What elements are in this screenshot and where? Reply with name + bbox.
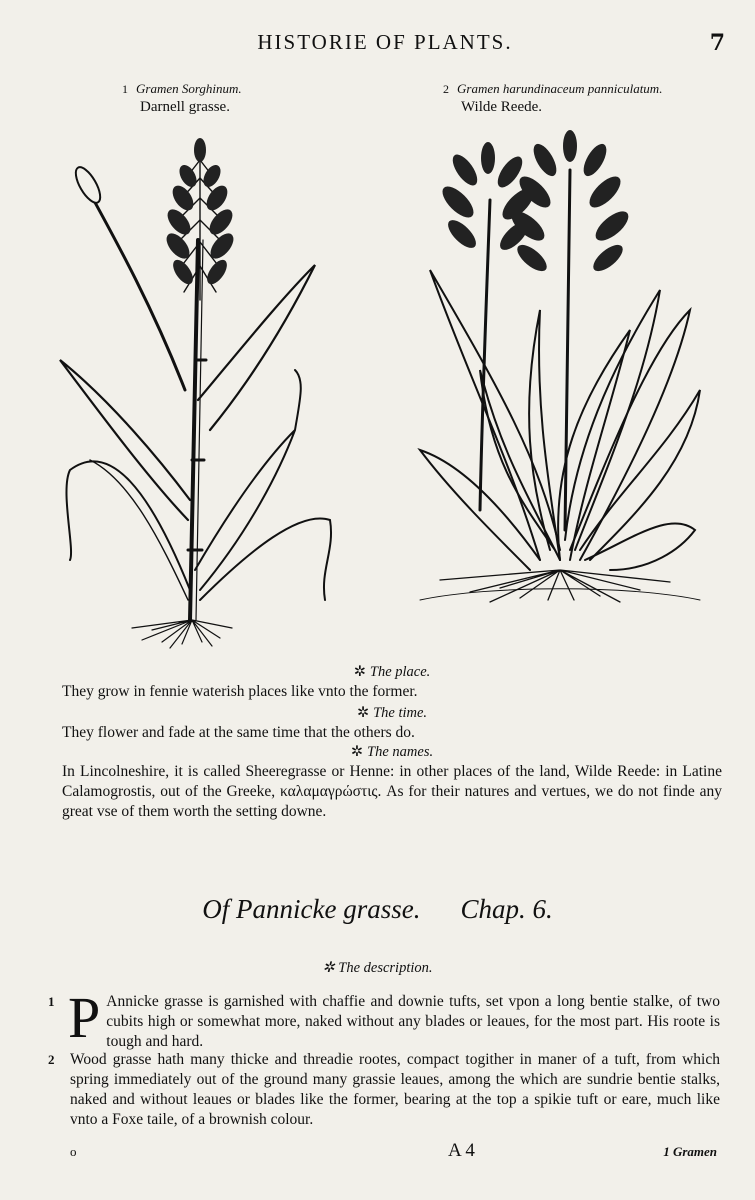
- section-names: [62, 742, 722, 822]
- figure-1-english-name: Darnell grasse.: [140, 99, 230, 115]
- section-names-text: In Lincolneshire, it is called Sheeregrasse or Henne: in other places of the land, Wilde Reede: in Latine Calamogrostis, out of the Greeke, καλαμαγρώστις. As for their natures and vertues, we do not finde any great vse of them worth the setting downe.: [62, 763, 722, 820]
- section-time: [62, 703, 722, 743]
- chapter-number: Chap. 6.: [460, 894, 553, 924]
- footer-mark: o: [70, 1144, 77, 1159]
- catchword: 1 Gramen: [663, 1144, 717, 1159]
- section-time-heading: ✲ The time.: [356, 705, 428, 721]
- grass-plant-illustration: [50, 130, 350, 650]
- description-heading: ✲ The description.: [322, 960, 433, 976]
- section-place: [62, 662, 722, 702]
- running-title: HISTORIE OF PLANTS.: [257, 30, 513, 54]
- figure-2-latin-name: 2 Gramen harundinaceum panniculatum.: [443, 81, 663, 96]
- figure-1-number: 1: [122, 82, 128, 96]
- page-header: [0, 28, 755, 58]
- chapter-title-text: Of Pannicke grasse.: [202, 894, 421, 924]
- figure-2-caption: [443, 80, 662, 116]
- chapter-title: [0, 894, 755, 925]
- description-item-1-number: 1: [48, 994, 55, 1009]
- reed-plant-illustration: [410, 130, 710, 650]
- drop-cap: P: [68, 985, 101, 1050]
- description-item-1-text: Annicke grasse is garnished with chaffie and downie tufts, set vpon a long bentie stalke, of two cubits high or somewhat more, naked without any blades or leaues, for the most part. His roote is tough and hard.: [106, 993, 720, 1050]
- figure-1-caption: [122, 80, 242, 116]
- section-names-heading: ✲ The names.: [350, 744, 434, 760]
- section-place-heading: ✲ The place.: [353, 664, 431, 680]
- page-footer: [0, 1140, 755, 1166]
- description-item-2: [48, 1050, 720, 1130]
- description-item-2-text: Wood grasse hath many thicke and threadie rootes, compact togither in maner of a tuft, from which spring immediately out of the ground many grassie leaues, among the which are sundrie bentie stalks, naked and without leaues or blades like the former, bearing at the top a spikie tuft or eare, much like vnto a Foxe taile, of a brownish colour.: [70, 1051, 720, 1128]
- description-item-2-number: 2: [48, 1052, 55, 1067]
- figure-1-latin-name: 1 Gramen Sorghinum.: [122, 81, 242, 96]
- section-place-text: They grow in fennie waterish places like vnto the former.: [62, 683, 418, 700]
- description-item-1: [48, 985, 720, 1052]
- page-number: 7: [709, 30, 725, 56]
- figure-2-english-name: Wilde Reede.: [461, 99, 543, 115]
- figure-2-number: 2: [443, 82, 449, 96]
- section-time-text: They flower and fade at the same time that the others do.: [62, 724, 415, 741]
- signature-mark: A 4: [448, 1140, 475, 1161]
